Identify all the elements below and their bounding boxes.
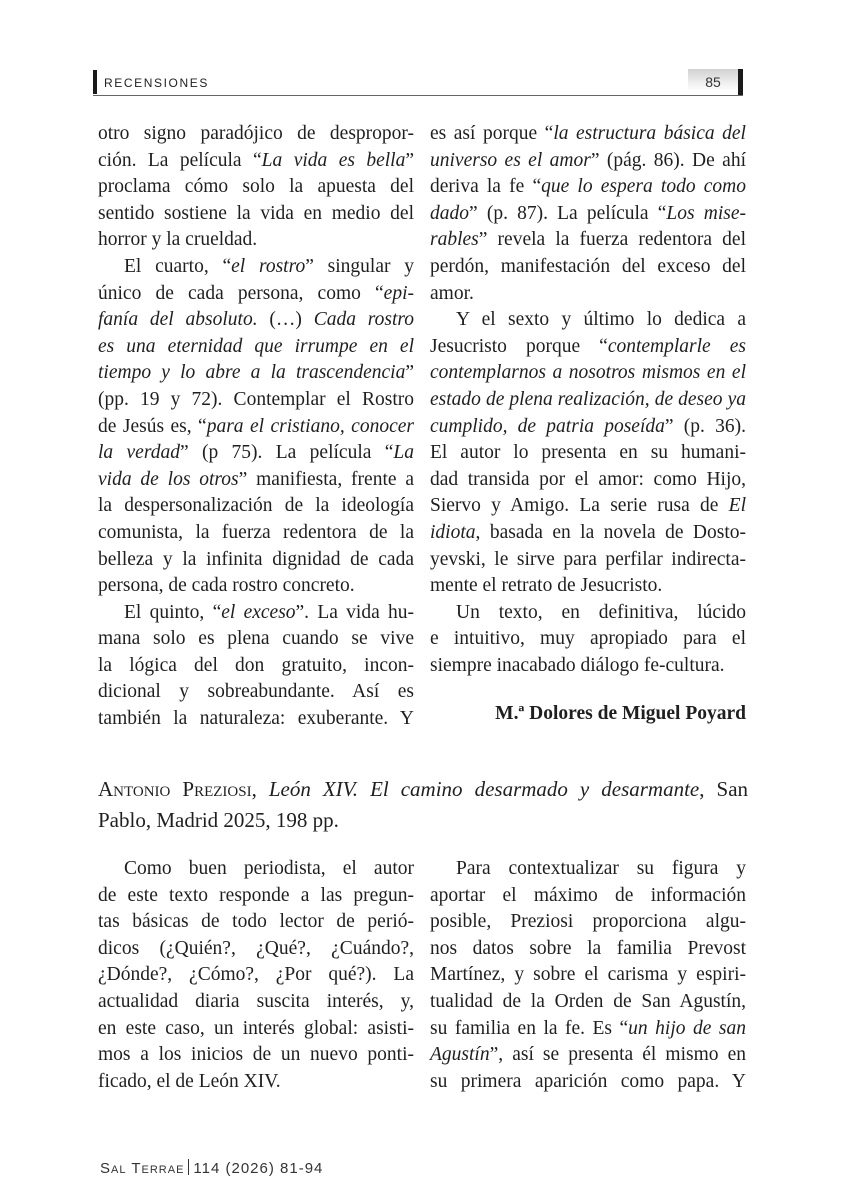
header-rule xyxy=(93,95,743,96)
paragraph-amor: es así porque “la estructura básica del universo es el amor” (pág. 86). De ahí deriva la fe “que lo espera todo como dado” (p. 87). La película “Los mise- rables” revela la fuerza redentora del perdón, manifestación del exceso del amor. xyxy=(430,123,746,304)
page-number: 85 xyxy=(705,74,721,90)
journal-name: Sal Terrae xyxy=(100,1160,185,1177)
paragraph-jesucristo: Y el sexto y último lo dedica a Jesucristo porque “contemplarle es contemplarnos a nosotros mismos en el estado de plena realización, de deseo ya cumplido, de patria poseída” (p. 36). El autor lo presenta en su humani- dad transida por el amor: como Hijo, Siervo y Amigo. La serie rusa de El idiota, basada en la novela de Dosto- yevski, le sirve para perfilar indirecta- mente el retrato de Jesucristo. xyxy=(430,309,746,597)
header-accent-bar xyxy=(93,70,97,94)
book-reference: Antonio Preziosi, León XIV. El camino desarmado y desarmante, San Pablo, Madrid 2025, 198 pp. xyxy=(98,774,748,836)
book-author: Antonio Preziosi xyxy=(98,777,252,801)
paragraph-conclusion: Un texto, en definitiva, lúcido e intuitivo, muy apropiado para el siempre inacabado diálogo fe-cultura. xyxy=(430,601,746,676)
journal-issue: 114 (2026) 81-94 xyxy=(193,1160,324,1177)
book-title: León XIV. El camino desarmado y desarmante xyxy=(268,777,700,801)
paragraph-el-rostro: El cuarto, “el rostro” singular y único de cada persona, como “epi- fanía del absoluto. (…) Cada rostro es una eternidad que irrumpe en el tiempo y lo abre a la trascendencia” (pp. 19 y 72). Contemplar el Rostro de Jesús es, “para el cristiano, conocer la verdad” (p 75). La película “La vida de los otros” manifiesta, frente a la despersonalización de la ideología comunista, la fuerza redentora de la belleza y la infinita dignidad de cada persona, de cada rostro concreto. xyxy=(98,255,415,597)
review-column-left xyxy=(98,121,414,733)
paragraph-el-exceso: El quinto, “el exceso”. La vida hu- mana solo es plena cuando se vive la lógica del don gratuito, incon- dicional y sobreabundante. Así es también la naturaleza: exuberante. Y xyxy=(98,601,414,730)
page-number-box xyxy=(688,69,743,95)
paragraph-periodista: Como buen periodista, el autor de este texto responde a las pregun- tas básicas de todo lector de perió- dicos (¿Quién?, ¿Qué?, ¿Cuándo?, ¿Dónde?, ¿Cómo?, ¿Por qué?). La actualidad diaria suscita interés, y, en este caso, un interés global: asisti- mos a los inicios de un nuevo ponti- ficado, el de León XIV. xyxy=(98,858,414,1092)
page-footer xyxy=(100,1159,323,1177)
running-header-section: RECENSIONES xyxy=(104,76,209,90)
review-column-right xyxy=(430,121,746,679)
book-publisher: Pablo, Madrid 2025, 198 pp. xyxy=(98,808,339,832)
paragraph-contextualizar: Para contextualizar su figura y aportar el máximo de información posible, Preziosi proporciona algu- nos datos sobre la familia Prevost Martínez, y sobre el carisma y espiri- tualidad de la Orden de San Agustín, su familia en la fe. Es “un hijo de san Agustín”, así se presenta él mismo en su primera aparición como papa. Y xyxy=(430,858,746,1092)
footer-separator xyxy=(188,1159,189,1175)
second-review-column-left xyxy=(98,856,414,1095)
second-review-column-right xyxy=(430,856,746,1095)
paragraph-2nd-point-end: otro signo paradójico de despropor- ción. La película “La vida es bella” proclama cómo solo la apuesta del sentido sostiene la vida en medio del horror y la crueldad. xyxy=(98,123,415,251)
review-signature: M.ª Dolores de Miguel Poyard xyxy=(495,703,746,724)
